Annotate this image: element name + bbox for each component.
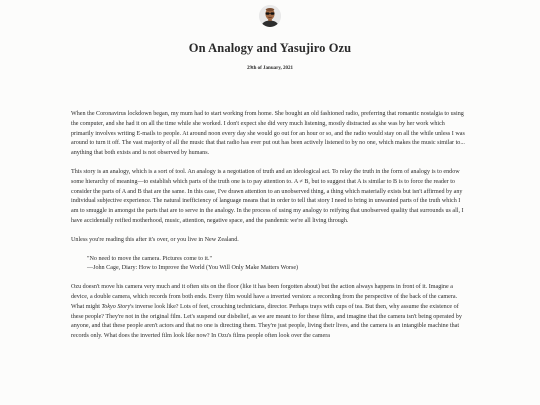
paragraph-ozu-camera	[71, 283, 469, 342]
article-body	[71, 110, 469, 351]
quote-text: "No need to move the camera. Pictures come to it."	[87, 255, 212, 262]
post-date: 29th of January, 2021	[246, 66, 294, 71]
post-title: On Analogy and Yasujiro Ozu	[188, 41, 352, 55]
quote-block	[87, 255, 469, 275]
avatar-portrait-image	[259, 5, 281, 27]
paragraph-radio-story: When the Coronavirus lockdown began, my mum had to start working from home. She bought an old fashioned radio, preferring that romantic nostalgia to using the computer, and she had it on all the time while she worked. I don't expect she did very much listening, mostly distracted as she was by her work which primarily involves writing E-mails to people. At around noon every day she would go out for an hour or so, and the radio would stay on all the while unless I was around to turn it off. The vast majority of all the music that that radio has ever put out has been actively listened to by no one, which makes the music similar to... anything that both exists and is not observed by humans.	[71, 111, 465, 157]
paragraph-new-zealand: Unless you're reading this after it's over, or you live in New Zealand.	[71, 236, 239, 243]
author-avatar	[259, 5, 281, 27]
paragraph-ozu-text-a: Ozu doesn't move his camera very much and it often sits on the floor (like it has been forgotten about) but the action always happens in front of it. Imagine a device, a double camera, which records from both ends. Every film would have a inverted version: a recording from the perspective of the back of the camera. What might	[71, 284, 458, 310]
paragraph-analogy: This story is an analogy, which is a sort of tool. An analogy is a negotiation of truth and an ideological act. To relay the truth in the form of analogy is to endow some hierarchy of meaning—to establish which parts of the truth one is to pay attention to. A ≠ B, but to suggest that A is similar to B is to force the reader to consider the parts of A and B that are the same. In this case, I've drawn attention to an unobserved thing, a thing which materially exists but isn't affirmed by any individual subjective experience. The natural inefficiency of language means that in order to tell that story I need to bring in unwanted parts of the truth which I am to smuggle in amongst the parts that are to serve in the analogy. In the process of using my analogy to reifying that unobserved quality that surrounds us all, I have accidentally reified motherhood, music, attention, negative space, and the pandemic we're all living through.	[71, 168, 464, 224]
paragraph-ozu-text-b: 's inverse look like? Lots of feet, crouching technicians, director. Perhaps trays with cups of tea. But then, why assume the existence of these people? They're not in the original film. Let's suspend our disbelief, as we are meant to for these films, and imagine that the camera isn't being operated by anyone, and that these people aren't actors and that no one is directing them. They're just people, living their lives, and the camera is an intangible machine that records only. What does the inverted film look like now? In Ozu's films people often look over the camera	[71, 303, 462, 340]
film-title-tokyo-story: Tokyo Story	[101, 303, 131, 310]
quote-attribution: —John Cage, Diary: How to Improve the World (You Will Only Make Matters Worse)	[87, 265, 299, 272]
